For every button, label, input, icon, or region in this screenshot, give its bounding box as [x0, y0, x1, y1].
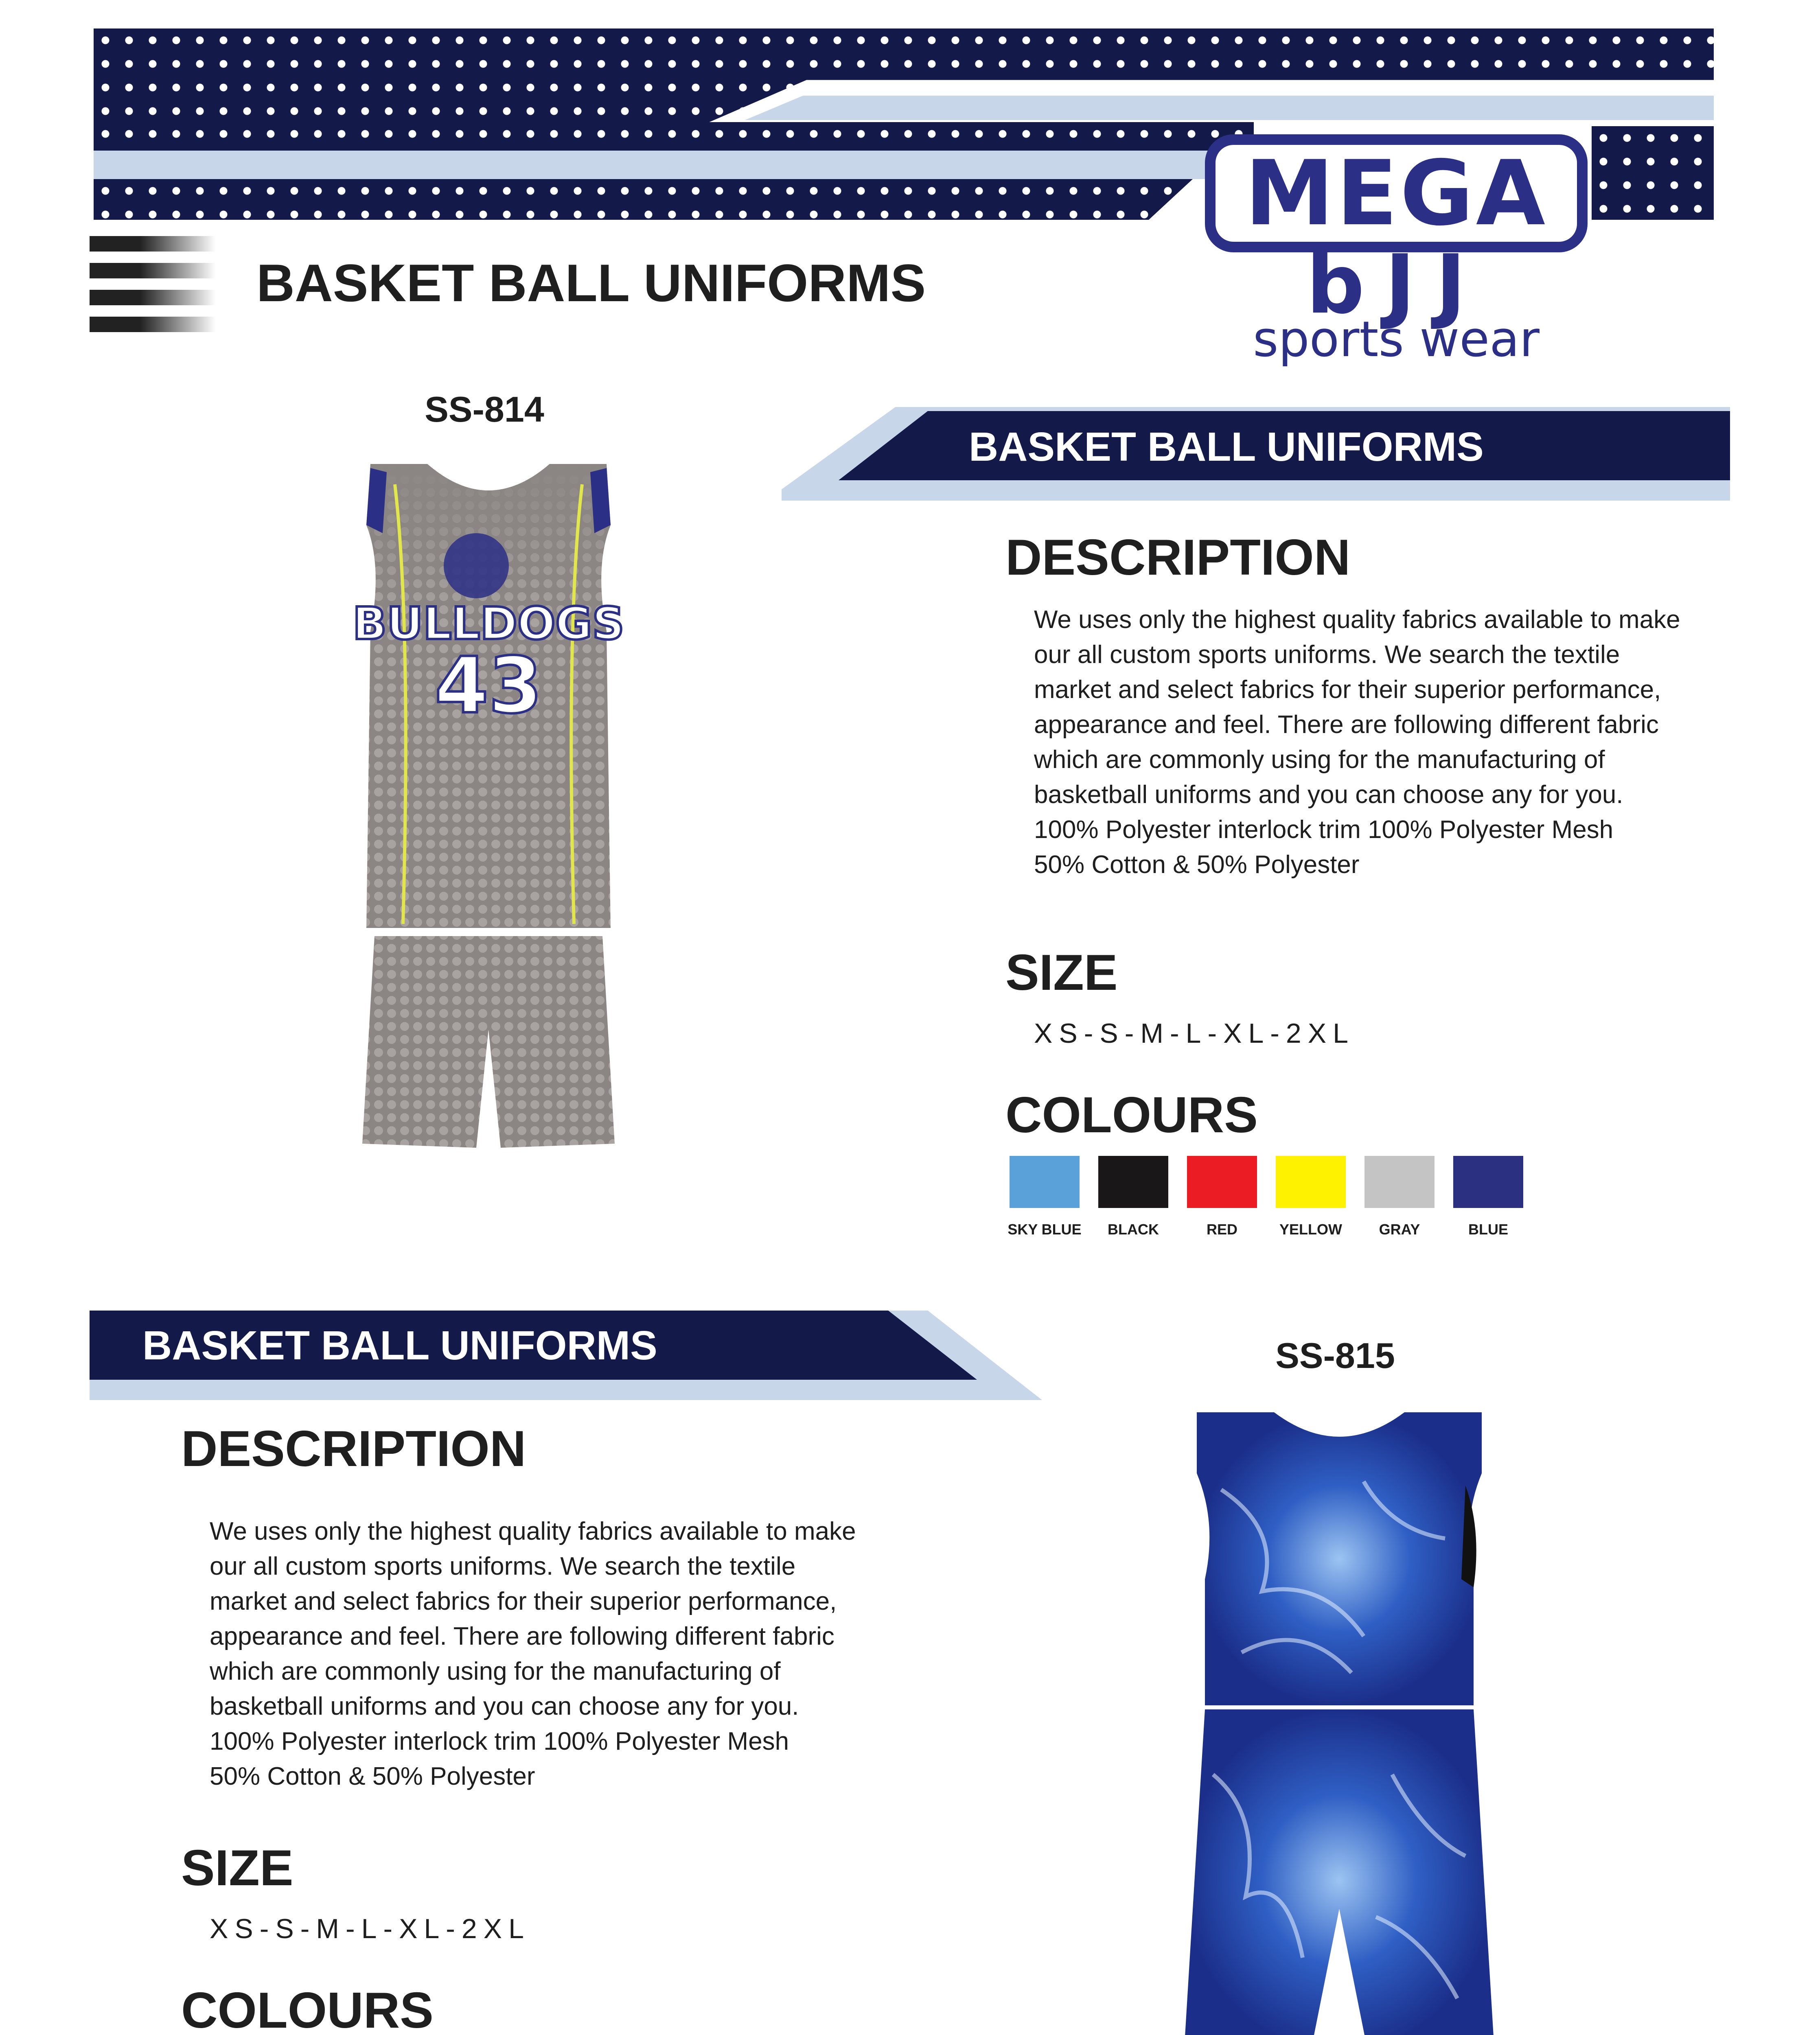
page-title: BASKET BALL UNIFORMS	[256, 253, 926, 313]
product-2-banner	[90, 1311, 1042, 1400]
product-1-description-heading: DESCRIPTION	[1005, 530, 1351, 586]
header-dots-right	[1592, 126, 1714, 220]
product-1-swatch-label: GRAY	[1379, 1221, 1420, 1238]
product-1-swatch-label: BLACK	[1108, 1221, 1159, 1238]
logo-sub-text: bJJ	[1306, 237, 1486, 332]
header-light-stripe	[94, 151, 1274, 179]
product-2-colours-heading: COLOURS	[181, 1982, 434, 2035]
product-1-swatch-label: SKY BLUE	[1007, 1221, 1082, 1238]
jersey-number-text: 43	[434, 641, 543, 731]
product-2-banner-title: BASKET BALL UNIFORMS	[142, 1323, 657, 1368]
product-1-swatch-gray[interactable]	[1364, 1156, 1435, 1208]
product-1-swatch-red[interactable]	[1187, 1156, 1257, 1208]
product-2-description-heading: DESCRIPTION	[181, 1421, 526, 1477]
jersey-team-text: BULLDOGS	[353, 597, 624, 650]
logo-tagline: sports wear	[1253, 311, 1540, 368]
product-1-sizes: XS-S-M-L-XL-2XL	[1034, 1018, 1355, 1049]
logo-main-text: MEGA	[1244, 141, 1548, 245]
product-2-size-heading: SIZE	[181, 1840, 293, 1896]
product-1-size-heading: SIZE	[1005, 945, 1118, 1001]
title-stripes	[90, 236, 216, 334]
product-1-swatch-black[interactable]	[1098, 1156, 1168, 1208]
product-1-swatch-label: YELLOW	[1279, 1221, 1342, 1238]
product-1-swatch-yellow[interactable]	[1276, 1156, 1346, 1208]
product-1-model: SS-814	[425, 389, 544, 429]
product-1-swatch-label: BLUE	[1468, 1221, 1508, 1238]
product-2-model: SS-815	[1275, 1335, 1395, 1376]
product-1-description: We uses only the highest quality fabrics available to make our all custom sports uniforms. We search the textile market and select fabrics for their superior performance, appearance and feel. There are following different fabric which are commonly using for the manufacturing of basketball uniforms and you can choose any for you. 100% Polyester interlock trim 100% Polyester Mesh 50% Cotton & 50% Polyester	[1034, 606, 1680, 879]
header-dots-mid	[94, 122, 1254, 151]
product-1-swatch-label: RED	[1206, 1221, 1237, 1238]
product-2-description: We uses only the highest quality fabrics available to make our all custom sports uniforms. We search the textile market and select fabrics for their superior performance, appearance and feel. There are following different fabric which are commonly using for the manufacturing of basketball uniforms and you can choose any for you. 100% Polyester interlock trim 100% Polyester Mesh 50% Cotton & 50% Polyester	[210, 1517, 856, 1790]
product-1-swatch-blue[interactable]	[1453, 1156, 1523, 1208]
product-2-image	[1180, 1408, 1498, 2035]
product-1-banner	[782, 407, 1730, 501]
header-light-stripe-2	[745, 96, 1714, 120]
jersey-gray-illustration	[346, 460, 631, 1152]
product-2-sizes: XS-S-M-L-XL-2XL	[210, 1913, 530, 1944]
header-dots-low	[94, 179, 1193, 220]
jersey-blue-illustration	[1180, 1408, 1498, 2035]
brand-logo	[1205, 134, 1588, 368]
product-1-image	[346, 460, 631, 1152]
product-1-swatches	[1007, 1156, 1579, 1245]
product-1-swatch-sky-blue[interactable]	[1010, 1156, 1080, 1208]
product-1-banner-title: BASKET BALL UNIFORMS	[969, 424, 1484, 470]
product-1-colours-heading: COLOURS	[1005, 1087, 1258, 1143]
